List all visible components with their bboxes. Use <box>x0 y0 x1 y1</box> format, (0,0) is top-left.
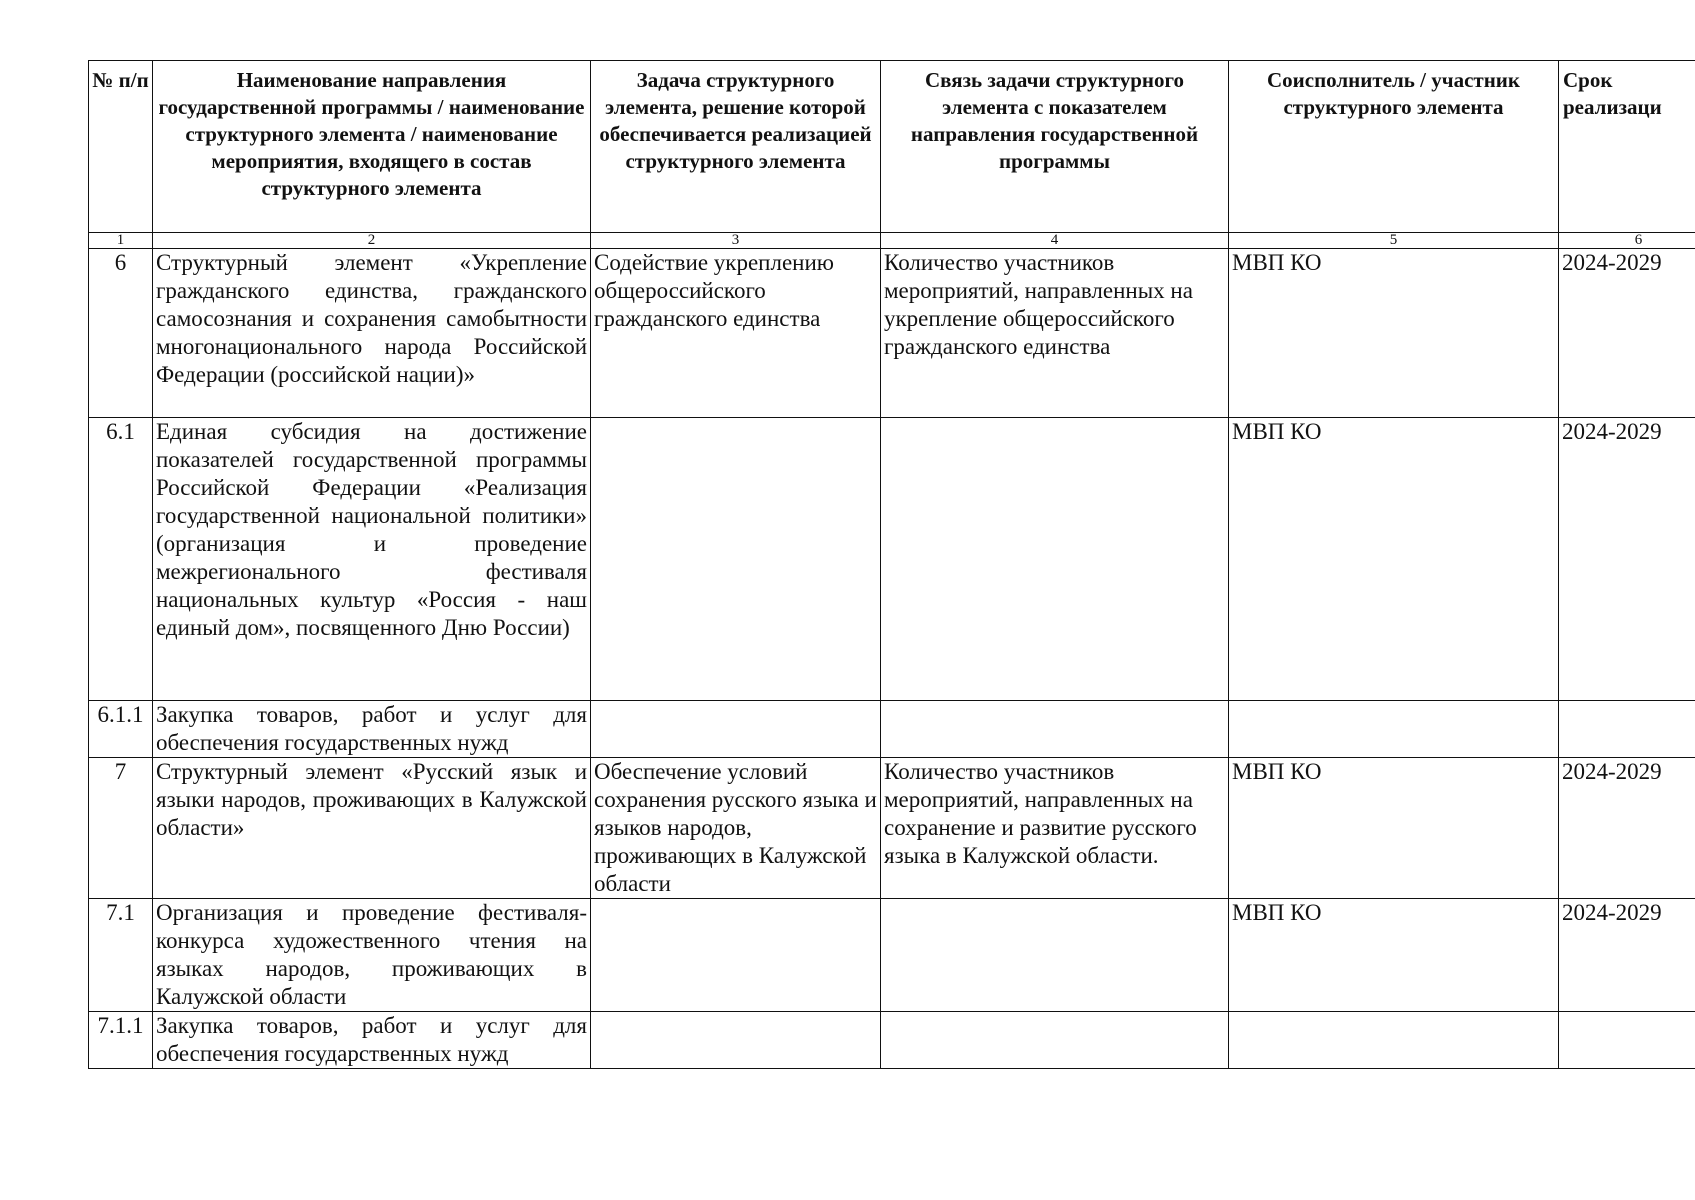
row-link <box>881 701 1229 758</box>
row-executor: МВП КО <box>1229 249 1559 418</box>
row-term: 2024-2029 <box>1559 758 1695 899</box>
header-number: № п/п <box>89 61 153 233</box>
table-row <box>89 418 1695 701</box>
row-executor: МВП КО <box>1229 899 1559 1012</box>
row-name: Единая субсидия на достижение показателей государственной программы Российской Федерации «Реализация государственной национальной политики» (организация и проведение межрегионального фестиваля национальных культур «Россия - наш единый дом», посвященного Дню России) <box>153 418 591 701</box>
table-row <box>89 1012 1695 1069</box>
row-number: 7 <box>89 758 153 899</box>
row-task: Обеспечение условий сохранения русского языка и языков народов, проживающих в Калужской области <box>591 758 881 899</box>
header-name: Наименование направления государственной программы / наименование структурного элемента / наименование мероприятия, входящего в состав структурного элемента <box>153 61 591 233</box>
header-executor: Соисполнитель / участник структурного элемента <box>1229 61 1559 233</box>
table-row <box>89 701 1695 758</box>
column-number: 3 <box>591 233 881 249</box>
row-executor: МВП КО <box>1229 418 1559 701</box>
row-task <box>591 899 881 1012</box>
row-link: Количество участников мероприятий, направленных на укрепление общероссийского гражданского единства <box>881 249 1229 418</box>
row-link <box>881 1012 1229 1069</box>
row-name: Закупка товаров, работ и услуг для обеспечения государственных нужд <box>153 701 591 758</box>
table-row <box>89 899 1695 1012</box>
table-row <box>89 758 1695 899</box>
header-link: Связь задачи структурного элемента с показателем направления государственной программы <box>881 61 1229 233</box>
column-number: 2 <box>153 233 591 249</box>
row-name: Организация и проведение фестиваля-конкурса художественного чтения на языках народов, проживающих в Калужской области <box>153 899 591 1012</box>
row-number: 6 <box>89 249 153 418</box>
row-link <box>881 418 1229 701</box>
row-number: 7.1 <box>89 899 153 1012</box>
table-row <box>89 249 1695 418</box>
header-term <box>1559 61 1695 233</box>
program-table <box>88 60 1695 1069</box>
row-name: Структурный элемент «Укрепление гражданского единства, гражданского самосознания и сохранения самобытности многонационального народа Российской Федерации (российской нации)» <box>153 249 591 418</box>
row-task <box>591 1012 881 1069</box>
row-task <box>591 418 881 701</box>
row-number: 6.1 <box>89 418 153 701</box>
row-executor: МВП КО <box>1229 758 1559 899</box>
row-term <box>1559 1012 1695 1069</box>
column-number-row <box>89 233 1695 249</box>
row-name: Закупка товаров, работ и услуг для обеспечения государственных нужд <box>153 1012 591 1069</box>
row-term <box>1559 701 1695 758</box>
row-task <box>591 701 881 758</box>
row-executor <box>1229 701 1559 758</box>
header-task: Задача структурного элемента, решение которой обеспечивается реализацией структурного элемента <box>591 61 881 233</box>
row-link <box>881 899 1229 1012</box>
row-term: 2024-2029 <box>1559 249 1695 418</box>
row-task: Содействие укреплению общероссийского гражданского единства <box>591 249 881 418</box>
row-executor <box>1229 1012 1559 1069</box>
header-row <box>89 61 1695 233</box>
header-term-text: Срок реализаци <box>1563 68 1662 119</box>
row-term: 2024-2029 <box>1559 418 1695 701</box>
row-name: Структурный элемент «Русский язык и языки народов, проживающих в Калужской области» <box>153 758 591 899</box>
row-link: Количество участников мероприятий, направленных на сохранение и развитие русского языка в Калужской области. <box>881 758 1229 899</box>
column-number: 1 <box>89 233 153 249</box>
document-page <box>88 60 1695 1100</box>
column-number: 4 <box>881 233 1229 249</box>
row-number: 6.1.1 <box>89 701 153 758</box>
row-term: 2024-2029 <box>1559 899 1695 1012</box>
row-number: 7.1.1 <box>89 1012 153 1069</box>
column-number: 6 <box>1559 233 1695 249</box>
column-number: 5 <box>1229 233 1559 249</box>
